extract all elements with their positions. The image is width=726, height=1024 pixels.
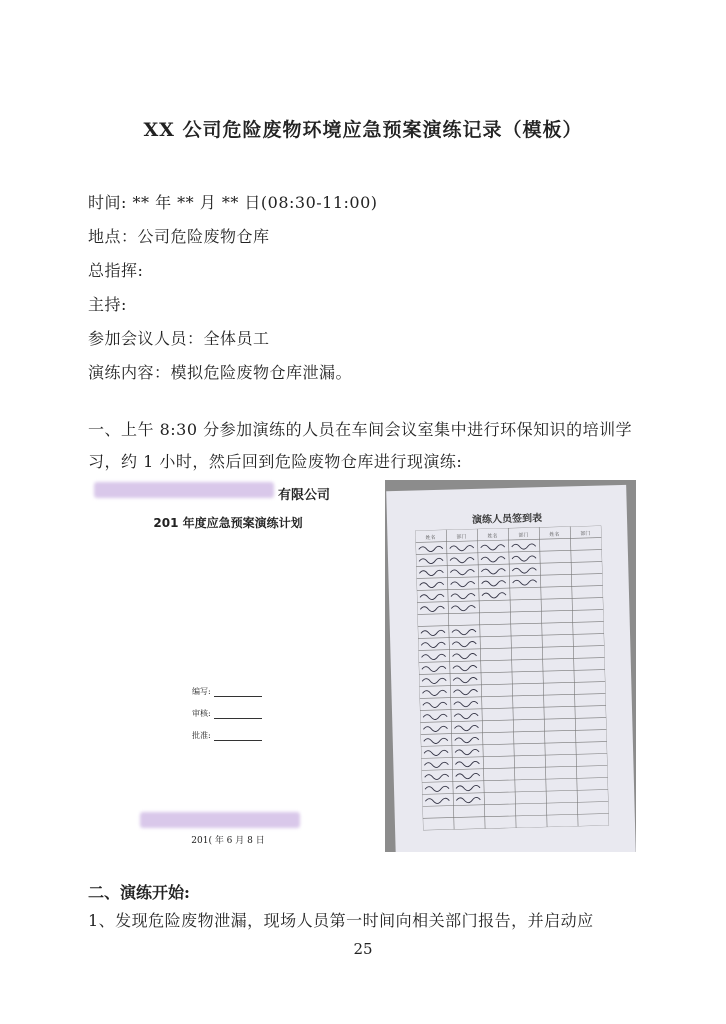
cover-field-author	[192, 686, 262, 697]
signin-header: 姓名	[487, 533, 498, 540]
cover-field-label: 审核:	[192, 709, 211, 718]
signin-sheet	[386, 485, 636, 852]
cover-company: 有限公司	[278, 488, 331, 503]
time-line: 时间: ** 年 ** 月 ** 日(08:30-11:00)	[88, 193, 378, 212]
cover-field-label: 编写:	[192, 687, 211, 696]
signin-header: 部门	[518, 532, 529, 539]
signin-header: 姓名	[549, 531, 560, 538]
drill-content-line: 演练内容：模拟危险废物仓库泄漏。	[88, 363, 353, 382]
signin-header: 姓名	[425, 534, 436, 542]
signin-title: 演练人员签到表	[471, 513, 543, 526]
plan-cover-image	[88, 478, 368, 850]
document-title: XX 公司危险废物环境应急预案演练记录（模板）	[143, 119, 583, 141]
paragraph-training: 一、上午 8:30 分参加演练的人员在车间会议室集中进行环保知识的培训学习，约 1 小时，然后回到危险废物仓库进行现演练:	[88, 420, 633, 471]
participants-line: 参加会议人员：全体员工	[88, 329, 270, 348]
commander-line: 总指挥:	[88, 261, 144, 280]
redacted-company-name	[94, 482, 274, 498]
cover-field-label: 批准:	[192, 731, 211, 740]
signin-header: 部门	[456, 534, 467, 541]
page-number: 25	[353, 940, 373, 958]
host-line: 主持:	[88, 295, 127, 314]
signin-grid	[415, 526, 609, 831]
paragraph-step-1: 1、发现危险废物泄漏，现场人员第一时间向相关部门报告，并启动应	[88, 911, 594, 930]
cover-title: 201 年度应急预案演练计划	[153, 516, 303, 530]
location-line: 地点：公司危险废物仓库	[88, 227, 270, 246]
cover-field-approve	[192, 730, 262, 741]
signin-header: 部门	[580, 530, 591, 538]
redacted-footer	[140, 812, 300, 828]
cover-field-review	[192, 708, 262, 719]
section-drill-start: 二、演练开始:	[88, 883, 190, 902]
signin-sheet-photo	[385, 480, 636, 852]
cover-date: 201( 年 6 月 8 日	[191, 836, 265, 846]
